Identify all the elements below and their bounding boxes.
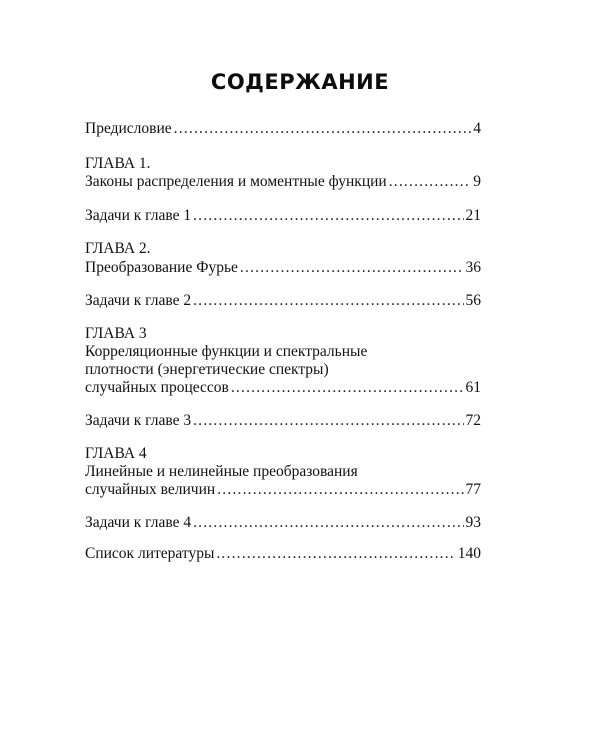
chapter-heading: ГЛАВА 1. bbox=[85, 155, 151, 172]
leader-dots bbox=[216, 545, 455, 563]
leader-dots bbox=[389, 173, 472, 191]
toc-page-number: 72 bbox=[465, 412, 481, 429]
toc-entry-chapter-1[interactable] bbox=[85, 173, 481, 191]
toc-entry-label: случайных величин bbox=[85, 481, 216, 498]
leader-dots bbox=[231, 379, 464, 397]
leader-dots bbox=[174, 120, 472, 138]
toc-entry-label: Задачи к главе 4 bbox=[85, 514, 192, 531]
toc-entry-label: Задачи к главе 2 bbox=[85, 292, 192, 309]
toc-entry-chapter-2[interactable] bbox=[85, 259, 481, 277]
toc-entry-label: Список литературы bbox=[85, 545, 215, 562]
toc-page-number: 36 bbox=[465, 259, 481, 276]
toc-entry-label: Предисловие bbox=[85, 120, 172, 137]
chapter-heading: ГЛАВА 3 bbox=[85, 325, 147, 342]
page-title: СОДЕРЖАНИЕ bbox=[210, 70, 390, 94]
toc-page-number: 56 bbox=[465, 292, 481, 309]
leader-dots bbox=[193, 514, 463, 532]
leader-dots bbox=[240, 259, 464, 277]
toc-entry-label-line: Корреляционные функции и спектральные bbox=[85, 343, 368, 360]
leader-dots bbox=[193, 207, 463, 225]
leader-dots bbox=[217, 481, 463, 499]
toc-entry-chapter-4[interactable] bbox=[85, 481, 481, 499]
toc-entry-bibliography[interactable] bbox=[85, 545, 481, 563]
chapter-heading: ГЛАВА 2. bbox=[85, 240, 151, 257]
leader-dots bbox=[193, 292, 463, 310]
toc-page-number: 61 bbox=[465, 379, 481, 396]
toc-page-number: 9 bbox=[473, 173, 481, 190]
toc-page-number: 77 bbox=[465, 481, 481, 498]
toc-entry-label: Преобразование Фурье bbox=[85, 259, 238, 276]
toc-page-number: 140 bbox=[457, 545, 481, 562]
toc-entry-label-line: плотности (энергетические спектры) bbox=[85, 361, 329, 378]
toc-entry-chapter-3[interactable] bbox=[85, 379, 481, 397]
chapter-heading: ГЛАВА 4 bbox=[85, 445, 147, 462]
toc-entry-label: Задачи к главе 1 bbox=[85, 207, 192, 224]
toc-entry-problems-1[interactable] bbox=[85, 207, 481, 225]
toc-page-number: 93 bbox=[465, 514, 481, 531]
toc-entry-preface[interactable] bbox=[85, 120, 481, 138]
toc-entry-label-line: Линейные и нелинейные преобразования bbox=[85, 463, 358, 480]
toc-page-number: 4 bbox=[473, 120, 481, 137]
toc-entry-problems-2[interactable] bbox=[85, 292, 481, 310]
toc-entry-label: случайных процессов bbox=[85, 379, 229, 396]
toc-entry-problems-3[interactable] bbox=[85, 412, 481, 430]
toc-entry-label: Задачи к главе 3 bbox=[85, 412, 192, 429]
toc-entry-label: Законы распределения и моментные функции bbox=[85, 173, 387, 190]
toc-page-number: 21 bbox=[465, 207, 481, 224]
leader-dots bbox=[193, 412, 463, 430]
toc-entry-problems-4[interactable] bbox=[85, 514, 481, 532]
